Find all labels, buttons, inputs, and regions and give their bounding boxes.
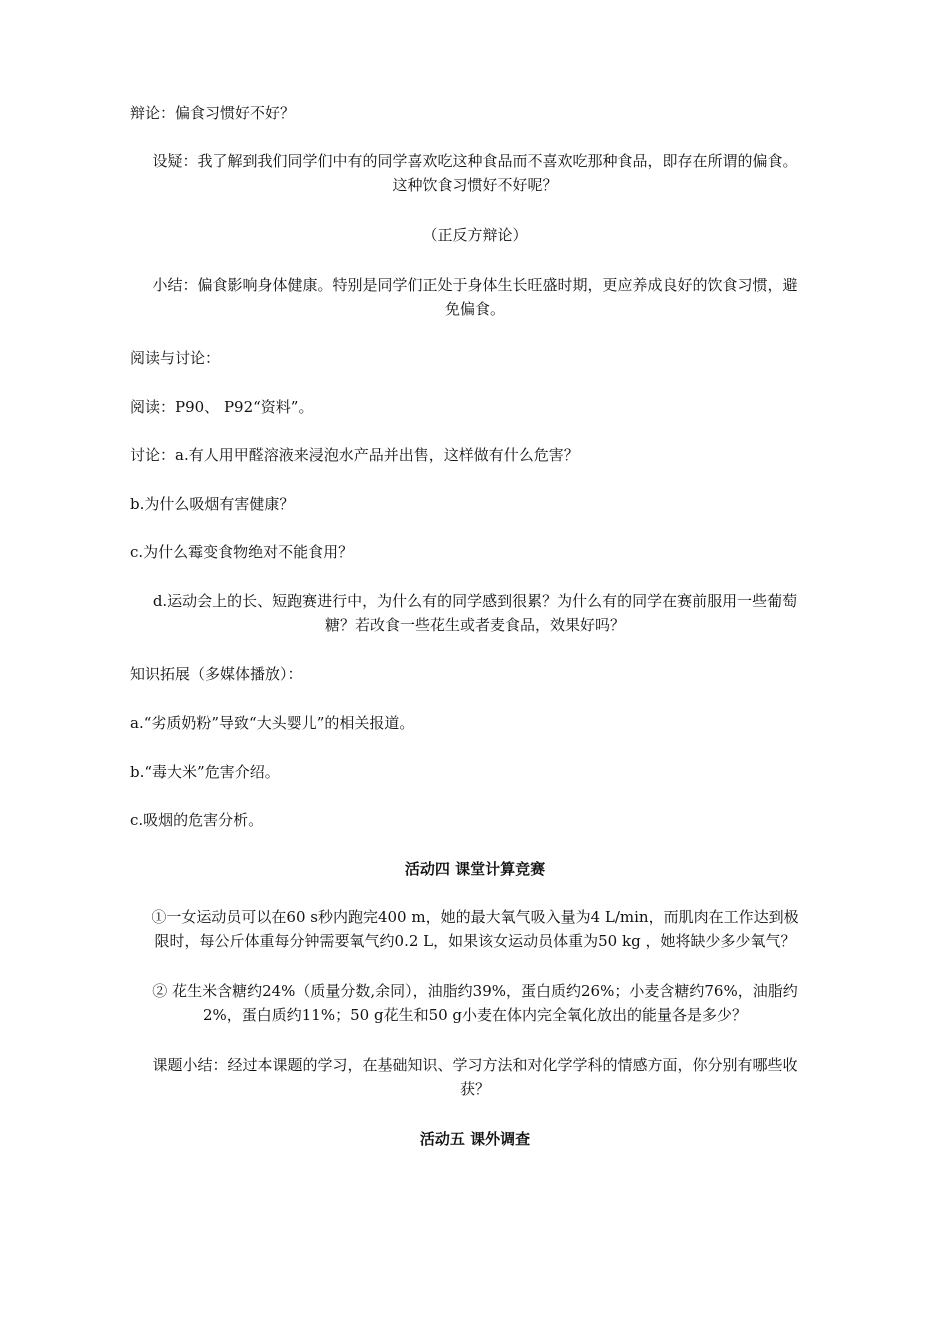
problem-two-line-2: 2%，蛋白质约11%；50 g花生和50 g小麦在体内完全氧化放出的能量各是多少？ [202, 1006, 748, 1024]
discussion-item-d-line-2: 糖？若改食一些花生或者麦食品，效果好吗？ [324, 616, 625, 634]
discussion-item-a: 讨论：a.有人用甲醛溶液来浸泡水产品并出售，这样做有什么危害？ [130, 446, 579, 464]
discussion-item-d-line-1: d.运动会上的长、短跑赛进行中，为什么有的同学感到很累？为什么有的同学在赛前服用一些葡萄 [152, 592, 798, 610]
reading-discussion-heading: 阅读与讨论： [130, 349, 221, 367]
debate-note: （正反方辩论） [422, 226, 528, 244]
discussion-item-c: c.为什么霉变食物绝对不能食用？ [130, 543, 354, 561]
extension-item-a: a.“劣质奶粉”导致“大头婴儿”的相关报道。 [130, 714, 415, 732]
problem-one-line-1: ①一女运动员可以在60 s秒内跑完400 m，她的最大氧气吸入量为4 L/min，而肌肉在工作达到极 [151, 908, 799, 926]
activity-four-heading: 活动四 课堂计算竞赛 [404, 860, 546, 878]
problem-two-line-1: ② 花生米含糖约24%（质量分数,余同），油脂约39%，蛋白质约26%；小麦含糖约76%，油脂约 [152, 982, 798, 1000]
problem-one-line-2: 限时，每公斤体重每分钟需要氧气约0.2 L，如果该女运动员体重为50 kg ，她将缺少多少氧气？ [154, 932, 796, 950]
activity-five-heading: 活动五 课外调查 [419, 1130, 531, 1148]
question-paragraph-line-2: 这种饮食习惯好不好呢？ [392, 176, 558, 194]
summary-line-1: 小结：偏食影响身体健康。特别是同学们正处于身体生长旺盛时期，更应养成良好的饮食习惯，避 [152, 276, 798, 294]
extension-item-c: c.吸烟的危害分析。 [130, 811, 264, 829]
question-paragraph-line-1: 设疑：我了解到我们同学们中有的同学喜欢吃这种食品而不喜欢吃那种食品，即存在所谓的偏食。 [152, 152, 798, 170]
lesson-summary-line-2: 获？ [459, 1080, 490, 1098]
discussion-item-b: b.为什么吸烟有害健康？ [130, 495, 295, 513]
extension-item-b: b.“毒大米”危害介绍。 [130, 763, 280, 781]
debate-question: 辩论：偏食习惯好不好？ [130, 104, 296, 122]
summary-line-2: 免偏食。 [444, 300, 505, 318]
lesson-summary-line-1: 课题小结：经过本课题的学习，在基础知识、学习方法和对化学学科的情感方面，你分别有哪些收 [152, 1056, 798, 1074]
reading-reference: 阅读：P90、 P92“资料”。 [130, 398, 314, 416]
knowledge-extension-heading: 知识拓展（多媒体播放）： [130, 665, 303, 683]
